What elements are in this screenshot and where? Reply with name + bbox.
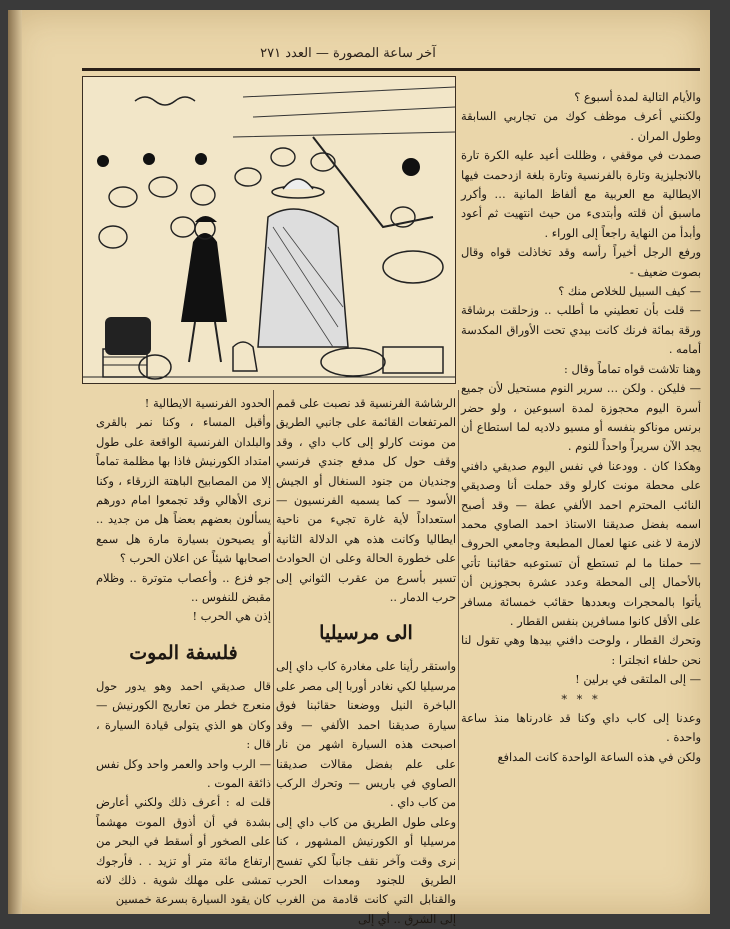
page-spine bbox=[8, 10, 22, 914]
paragraph: قال صديقي احمد وهو يدور حول منعرج خطر من تعاريج الكورنيش — وكان هو الذي يتولى قيادة السيارة ، قال : bbox=[96, 678, 271, 752]
paragraph: — قلت بأن تعطيني ما أطلب .. وزحلقت برشاقة ورقة بمائة فرنك كانت بيدي تحت الأوراق المكدسة أمامه . bbox=[461, 303, 701, 357]
header-rule bbox=[82, 68, 700, 71]
cartoon-illustration bbox=[82, 76, 456, 384]
paragraph: وهكذا كان . وودعنا في نفس اليوم صديقي دافني على محطة مونت كارلو وقد حملت أنا وصديقي النائب المحترم احمد الألفي عطة — وقد أصبح اسمه بفضل صديقنا الاستاذ احمد الصاوي محمد لازمة لا غنى عنها لعمال المطبعة وجامعي الحروف — حملنا ما لم تستطع أن تستوعبه حقائبنا تأتي بالأحمال إلى المحطة وعدد عشرة بحجوزين أن يأتوا بالمحجرات وبعددها حقائب خمسائة مسافر على الأقل كانوا مسافرين بنفس القطار . bbox=[461, 458, 701, 628]
paragraph: ورفع الرجل أخيراً رأسه وقد تخاذلت قواه وقال بصوت ضعيف - bbox=[461, 245, 701, 279]
paragraph: والأيام التالية لمدة أسبوع ؟ bbox=[574, 90, 701, 104]
paragraph: الحدود الفرنسية الايطالية ! bbox=[144, 396, 271, 410]
paragraph: الرشاشة الفرنسية قد نصبت على قمم المرتفعات القائمة على جانبي الطريق من مونت كارلو إلى كاب داي ، وقد وقف حول كل مدفع جندي فرنسي وجنديان من جنود السنغال أو الجيش الأسود — كما يسميه الفرنسيون — استعداداً لأية غارة تجيء من ناحية ايطاليا وكانت هذه هي الدلالة الثانية على خطورة الحالة وعلى ان الحوادث تسير بأسرع من عقرب الثواني إلى حرب الدمار .. bbox=[275, 396, 456, 605]
column-middle bbox=[275, 394, 456, 926]
paragraph: إذن هي الحرب ! bbox=[192, 609, 271, 624]
paragraph: صمدت في موقفي ، وظللت أعيد عليه الكرة تارة بالانجليزية وتارة بالفرنسية وتارة بلغة ازدحمت فيها الايطالية مع العربية مع ألفاظ المانية … وأكرر ماسبق أن قلته وأبتدىء من حيث انتهيت ثم أعود وأبدأ من النهاية راجعاً إلى الوراء . bbox=[461, 148, 701, 240]
column-divider bbox=[273, 390, 274, 870]
paragraph: ولكن في هذه الساعة الواحدة كانت المدافع bbox=[497, 749, 701, 764]
paragraph: — كيف السبيل للخلاص منك ؟ bbox=[558, 284, 701, 299]
paragraph: ولكنني أعرف موظف كوك من تجاربي السابقة وطول المران . bbox=[461, 109, 701, 143]
paragraph: واستقر رأينا على مغادرة كاب داي إلى مرسيليا لكي نغادر أوربا إلى مصر على الباخرة النيل ووضعنا حقائبنا فوق سيارة صديقنا احمد الألفي — وقد اصبحت هذه السيارة اشهر من نار على علم بفضل مقالات صديقنا الصاوي في باريس — وتحرك الركب من كاب داي . bbox=[276, 659, 456, 810]
section-heading: فلسفة الموت bbox=[129, 641, 238, 664]
magazine-page bbox=[8, 10, 710, 926]
paragraph: — إلى الملتقى في برلين ! bbox=[575, 672, 701, 687]
paragraph: وعلى طول الطريق من كاب داي إلى مرسيليا أو الكورنيش المشهور ، كنا نرى وقت وآخر نقف جانباً لكي تفسح الطريق للجنود ومعدات الحرب والقنابل التي كانت قادمة من الغرب إلى الشرق .. أي إلى bbox=[276, 814, 456, 926]
section-break-stars: * * * bbox=[561, 691, 601, 706]
column-divider bbox=[458, 390, 459, 870]
paragraph: وهنا تلاشت قواه تماماً وقال : bbox=[563, 361, 701, 376]
page-header: آخر ساعة المصورة — العدد ٢٧١ bbox=[260, 46, 436, 61]
paragraph: وعدنا إلى كاب داي وكنا قد غادرناها منذ ساعة واحدة . bbox=[461, 711, 701, 745]
column-left bbox=[96, 394, 271, 907]
paragraph: جو فزع .. وأعصاب متوترة .. وظلام مقبض للنفوس .. bbox=[96, 570, 271, 605]
paragraph: وأقبل المساء ، وكنا نمر بالقرى والبلدان الفرنسية الواقعة على طول امتداد الكورنيش فاذا بها مظلمة تماماً إلا من المصابيح الباهتة الزرقاء ، وكنا نرى الأهالي وقد تجمعوا امام دورهم يسألون بعضهم بعضاً هل من جديد .. أو يصيحون بسيارة مارة هل سمع اصحابها شيئاً عن اعلان الحرب ؟ bbox=[96, 415, 271, 566]
paragraph: — فليكن . ولكن … سرير النوم مستحيل لأن جميع أسرة اليوم محجوزة لمدة اسبوعين ، ولو حضر برنس موناكو بنفسه أو مسيو دلاديه لما استطاع أن يجد الآن سريراً واحداً للنوم . bbox=[461, 381, 701, 454]
paragraph: قلت له : أعرف ذلك ولكني أعارض بشدة في أن أذوق الموت مهشماً على الصخور أو أسقط في البحر من ارتفاع مائة متر أو تزيد . . فأرجوك تمشى على مهلك شوية . ذلك لانه كان يقود السيارة بسرعة خمسين bbox=[96, 795, 271, 907]
paragraph: — الرب واحد والعمر واحد وكل نفس ذائقة الموت . bbox=[96, 756, 271, 790]
section-heading: الى مرسيليا bbox=[319, 622, 413, 645]
crowd-drawing bbox=[83, 77, 455, 383]
paragraph: وتحرك القطار ، ولوحت دافني بيدها وهي تقول لنا نحن حلفاء انجلترا : bbox=[461, 633, 701, 667]
column-right bbox=[461, 88, 701, 878]
